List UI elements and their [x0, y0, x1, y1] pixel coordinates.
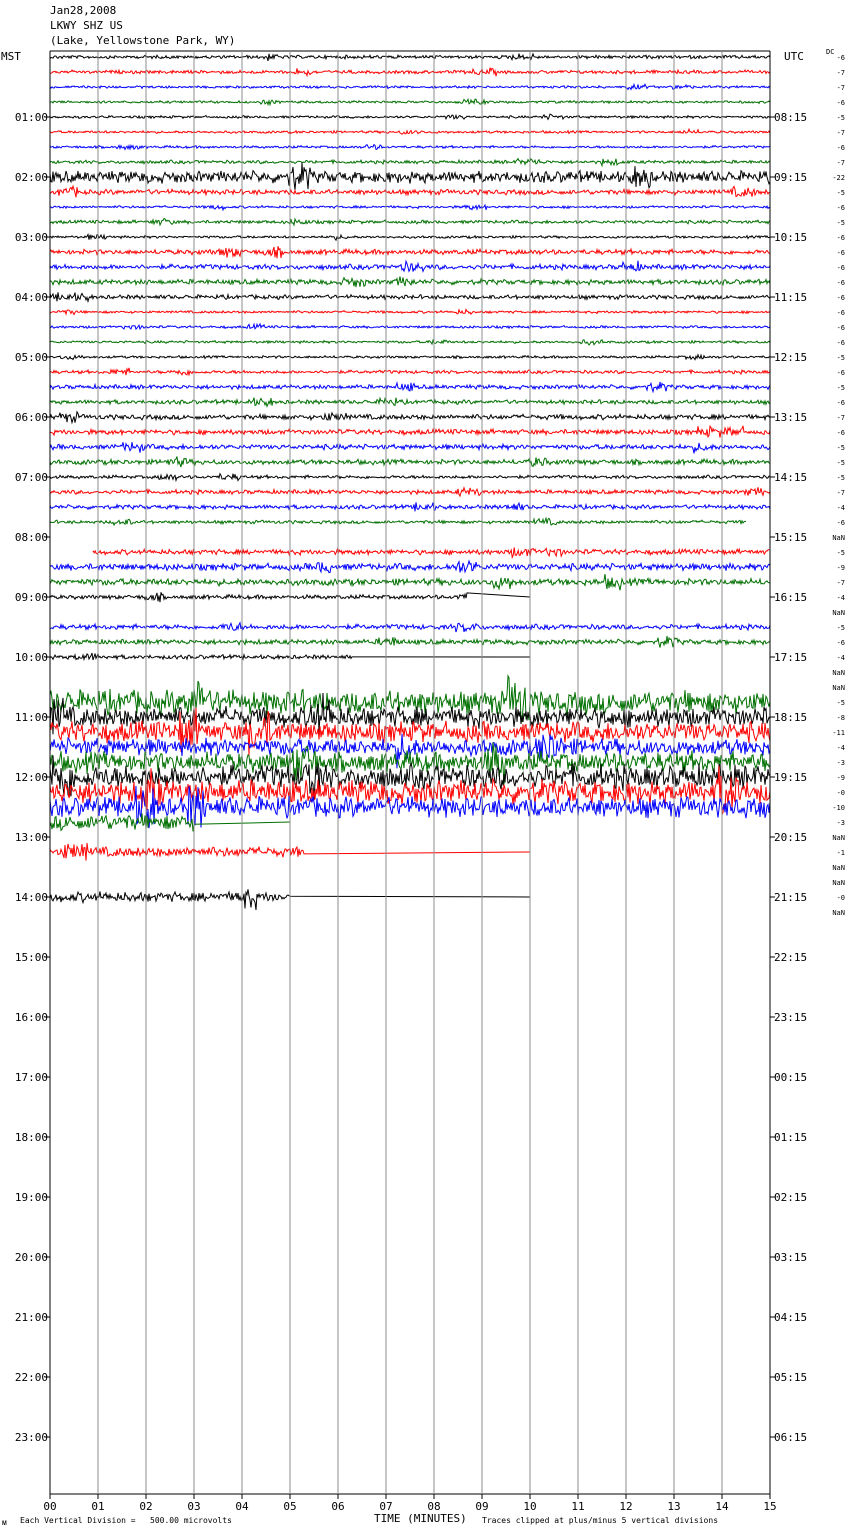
hour-label-utc: 05:15 — [774, 1371, 808, 1384]
dc-offset-label: -6 — [836, 324, 845, 332]
x-tick-label: 09 — [475, 1500, 489, 1513]
x-tick-label: 13 — [667, 1500, 681, 1513]
hour-label-mst: 03:00 — [14, 231, 48, 244]
hour-label-mst: 21:00 — [14, 1311, 48, 1324]
hour-label-mst: 13:00 — [14, 831, 48, 844]
scale-note-prefix: Each Vertical Division = — [20, 1516, 136, 1525]
hour-label-utc: 03:15 — [774, 1251, 808, 1264]
dc-offset-label: -5 — [836, 189, 845, 197]
hour-label-utc: 01:15 — [774, 1131, 808, 1144]
seismic-trace — [50, 574, 770, 590]
trace-group — [50, 54, 770, 910]
dc-offset-label: -6 — [836, 519, 845, 527]
seismic-trace — [50, 813, 290, 831]
hour-label-utc: 12:15 — [774, 351, 808, 364]
dc-offset-label: NaN — [832, 609, 845, 617]
dc-offset-label: -6 — [836, 429, 845, 437]
dc-offset-label: -4 — [836, 744, 845, 752]
hour-label-utc: 04:15 — [774, 1311, 808, 1324]
right-timezone-label: UTC — [784, 50, 804, 63]
seismic-trace — [50, 276, 770, 287]
dc-offset-label: -3 — [836, 819, 845, 827]
hour-label-utc: 00:15 — [774, 1071, 808, 1084]
dc-offset-label: -6 — [836, 264, 845, 272]
seismic-trace — [50, 145, 770, 150]
x-tick-label: 07 — [379, 1500, 393, 1513]
dc-offset-label: -4 — [836, 594, 845, 602]
dc-offset-label: NaN — [832, 864, 845, 872]
hour-label-utc: 14:15 — [774, 471, 808, 484]
x-tick-label: 15 — [763, 1500, 777, 1513]
hour-label-mst: 12:00 — [14, 771, 48, 784]
dc-offset-label: -1 — [836, 849, 845, 857]
x-tick-label: 12 — [619, 1500, 633, 1513]
hour-label-utc: 16:15 — [774, 591, 808, 604]
station-location: (Lake, Yellowstone Park, WY) — [50, 34, 236, 47]
hour-label-mst: 05:00 — [14, 351, 48, 364]
seismic-trace — [50, 368, 770, 375]
seismic-trace — [50, 426, 770, 438]
dc-offset-label: -5 — [836, 114, 845, 122]
hour-label-mst: 17:00 — [14, 1071, 48, 1084]
hour-label-utc: 08:15 — [774, 111, 808, 124]
seismic-trace — [93, 548, 769, 558]
dc-offset-label: -6 — [836, 234, 845, 242]
hour-label-utc: 21:15 — [774, 891, 808, 904]
hour-label-mst: 01:00 — [14, 111, 48, 124]
seismic-trace — [50, 324, 770, 329]
seismic-trace — [50, 382, 770, 392]
x-tick-label: 06 — [331, 1500, 345, 1513]
seismic-trace — [50, 84, 770, 89]
logo-mark: ᴍ — [2, 1518, 7, 1527]
dc-offset-label: -9 — [836, 564, 845, 572]
hour-label-mst: 11:00 — [14, 711, 48, 724]
hour-label-utc: 23:15 — [774, 1011, 808, 1024]
hour-label-utc: 13:15 — [774, 411, 808, 424]
seismic-trace — [50, 518, 746, 525]
x-tick-label: 04 — [235, 1500, 249, 1513]
dc-offset-label: -5 — [836, 219, 845, 227]
dc-offset-label: -6 — [836, 249, 845, 257]
dc-offset-label: -5 — [836, 354, 845, 362]
dc-offset-label: -5 — [836, 444, 845, 452]
dc-offset-header: DC — [826, 48, 835, 56]
hour-label-mst: 22:00 — [14, 1371, 48, 1384]
seismic-trace — [50, 708, 770, 756]
hour-label-mst: 07:00 — [14, 471, 48, 484]
dc-offset-label: -3 — [836, 759, 845, 767]
x-tick-label: 08 — [427, 1500, 441, 1513]
dc-offset-label: -11 — [832, 729, 845, 737]
hour-label-utc: 20:15 — [774, 831, 808, 844]
seismic-trace — [50, 235, 770, 241]
dc-offset-label: NaN — [832, 834, 845, 842]
dc-offset-label: -6 — [836, 204, 845, 212]
hour-label-mst: 10:00 — [14, 651, 48, 664]
dc-offset-label: -5 — [836, 624, 845, 632]
x-axis-title: TIME (MINUTES) — [374, 1512, 467, 1525]
left-timezone-label: MST — [1, 50, 21, 63]
seismic-trace — [50, 676, 770, 722]
x-tick-label: 11 — [571, 1500, 585, 1513]
seismic-trace — [50, 219, 770, 225]
hour-label-utc: 17:15 — [774, 651, 808, 664]
dc-offset-label: -6 — [836, 639, 845, 647]
hour-label-utc: 22:15 — [774, 951, 808, 964]
seismic-trace — [50, 261, 770, 272]
seismic-trace — [50, 474, 770, 481]
dc-offset-label: NaN — [832, 684, 845, 692]
hour-label-utc: 11:15 — [774, 291, 808, 304]
dc-offset-label: -6 — [836, 294, 845, 302]
hour-label-mst: 04:00 — [14, 291, 48, 304]
dc-offset-label: -4 — [836, 504, 845, 512]
seismic-trace — [50, 412, 770, 423]
dc-offset-label: -4 — [836, 654, 845, 662]
dc-offset-label: -9 — [836, 774, 845, 782]
hour-label-mst: 14:00 — [14, 891, 48, 904]
station-code: LKWY SHZ US — [50, 19, 123, 32]
seismic-trace — [50, 623, 770, 632]
dc-offset-label: -6 — [836, 279, 845, 287]
dc-offset-label: -6 — [836, 54, 845, 62]
dc-offset-label: NaN — [832, 534, 845, 542]
hour-label-mst: 20:00 — [14, 1251, 48, 1264]
seismic-trace — [50, 246, 770, 258]
seismic-trace — [50, 340, 770, 345]
dc-offset-label: -5 — [836, 699, 845, 707]
hour-label-utc: 10:15 — [774, 231, 808, 244]
dc-offset-label: -6 — [836, 369, 845, 377]
dc-offset-label: -6 — [836, 309, 845, 317]
plot-date: Jan28,2008 — [50, 4, 117, 17]
seismic-trace — [50, 292, 770, 301]
seismic-trace — [50, 442, 770, 453]
dc-offset-label: -5 — [836, 474, 845, 482]
hour-label-utc: 06:15 — [774, 1431, 808, 1444]
dc-offset-label: -0 — [836, 894, 845, 902]
hour-label-utc: 02:15 — [774, 1191, 808, 1204]
dc-offset-label: -7 — [836, 579, 845, 587]
hour-label-utc: 15:15 — [774, 531, 808, 544]
dc-offset-label: -7 — [836, 69, 845, 77]
x-tick-label: 03 — [187, 1500, 201, 1513]
hour-label-mst: 02:00 — [14, 171, 48, 184]
dc-offset-label: NaN — [832, 909, 845, 917]
hour-label-utc: 09:15 — [774, 171, 808, 184]
hour-label-mst: 23:00 — [14, 1431, 48, 1444]
dc-offset-label: -8 — [836, 714, 845, 722]
seismic-trace — [50, 163, 770, 190]
dc-offset-label: -5 — [836, 384, 845, 392]
hour-label-mst: 09:00 — [14, 591, 48, 604]
clip-note: Traces clipped at plus/minus 5 vertical divisions — [482, 1516, 719, 1525]
dc-offset-label: -22 — [832, 174, 845, 182]
hour-label-utc: 18:15 — [774, 711, 808, 724]
seismic-trace — [50, 159, 770, 166]
hour-label-mst: 06:00 — [14, 411, 48, 424]
seismic-trace — [50, 114, 770, 119]
hour-label-mst: 19:00 — [14, 1191, 48, 1204]
seismic-trace — [50, 205, 770, 210]
seismic-trace — [50, 457, 770, 468]
dc-offset-label: -5 — [836, 549, 845, 557]
seismic-trace — [50, 355, 770, 360]
x-tick-label: 14 — [715, 1500, 729, 1513]
x-tick-label: 05 — [283, 1500, 297, 1513]
dc-offset-label: -6 — [836, 399, 845, 407]
dc-offset-label: -5 — [836, 459, 845, 467]
seismic-trace — [50, 186, 770, 197]
seismic-trace — [50, 68, 770, 77]
dc-offset-label: -10 — [832, 804, 845, 812]
seismic-trace — [50, 487, 770, 496]
dc-offset-label: -7 — [836, 159, 845, 167]
dc-offset-label: NaN — [832, 879, 845, 887]
scale-note-value: 500.00 microvolts — [150, 1516, 232, 1525]
dc-offset-label: -6 — [836, 99, 845, 107]
dc-offset-label: -7 — [836, 84, 845, 92]
seismic-trace — [50, 502, 770, 511]
hour-label-mst: 15:00 — [14, 951, 48, 964]
hour-label-mst: 08:00 — [14, 531, 48, 544]
hour-label-mst: 16:00 — [14, 1011, 48, 1024]
dc-offset-label: -7 — [836, 414, 845, 422]
seismic-trace — [50, 129, 770, 134]
x-tick-label: 01 — [91, 1500, 105, 1513]
dc-offset-label: -7 — [836, 129, 845, 137]
seismic-trace — [50, 561, 770, 573]
x-tick-label: 02 — [139, 1500, 153, 1513]
dc-offset-label: -6 — [836, 144, 845, 152]
seismic-trace — [50, 54, 770, 61]
seismic-trace — [50, 398, 770, 407]
hour-label-mst: 18:00 — [14, 1131, 48, 1144]
dc-offset-label: -7 — [836, 489, 845, 497]
x-tick-label: 10 — [523, 1500, 537, 1513]
dc-offset-label: -6 — [836, 339, 845, 347]
hour-label-utc: 19:15 — [774, 771, 808, 784]
seismic-trace — [50, 99, 770, 105]
seismic-trace — [50, 636, 770, 648]
dc-offset-label: -0 — [836, 789, 845, 797]
x-tick-label: 00 — [43, 1500, 57, 1513]
seismic-trace — [50, 309, 770, 314]
dc-offset-label: NaN — [832, 669, 845, 677]
